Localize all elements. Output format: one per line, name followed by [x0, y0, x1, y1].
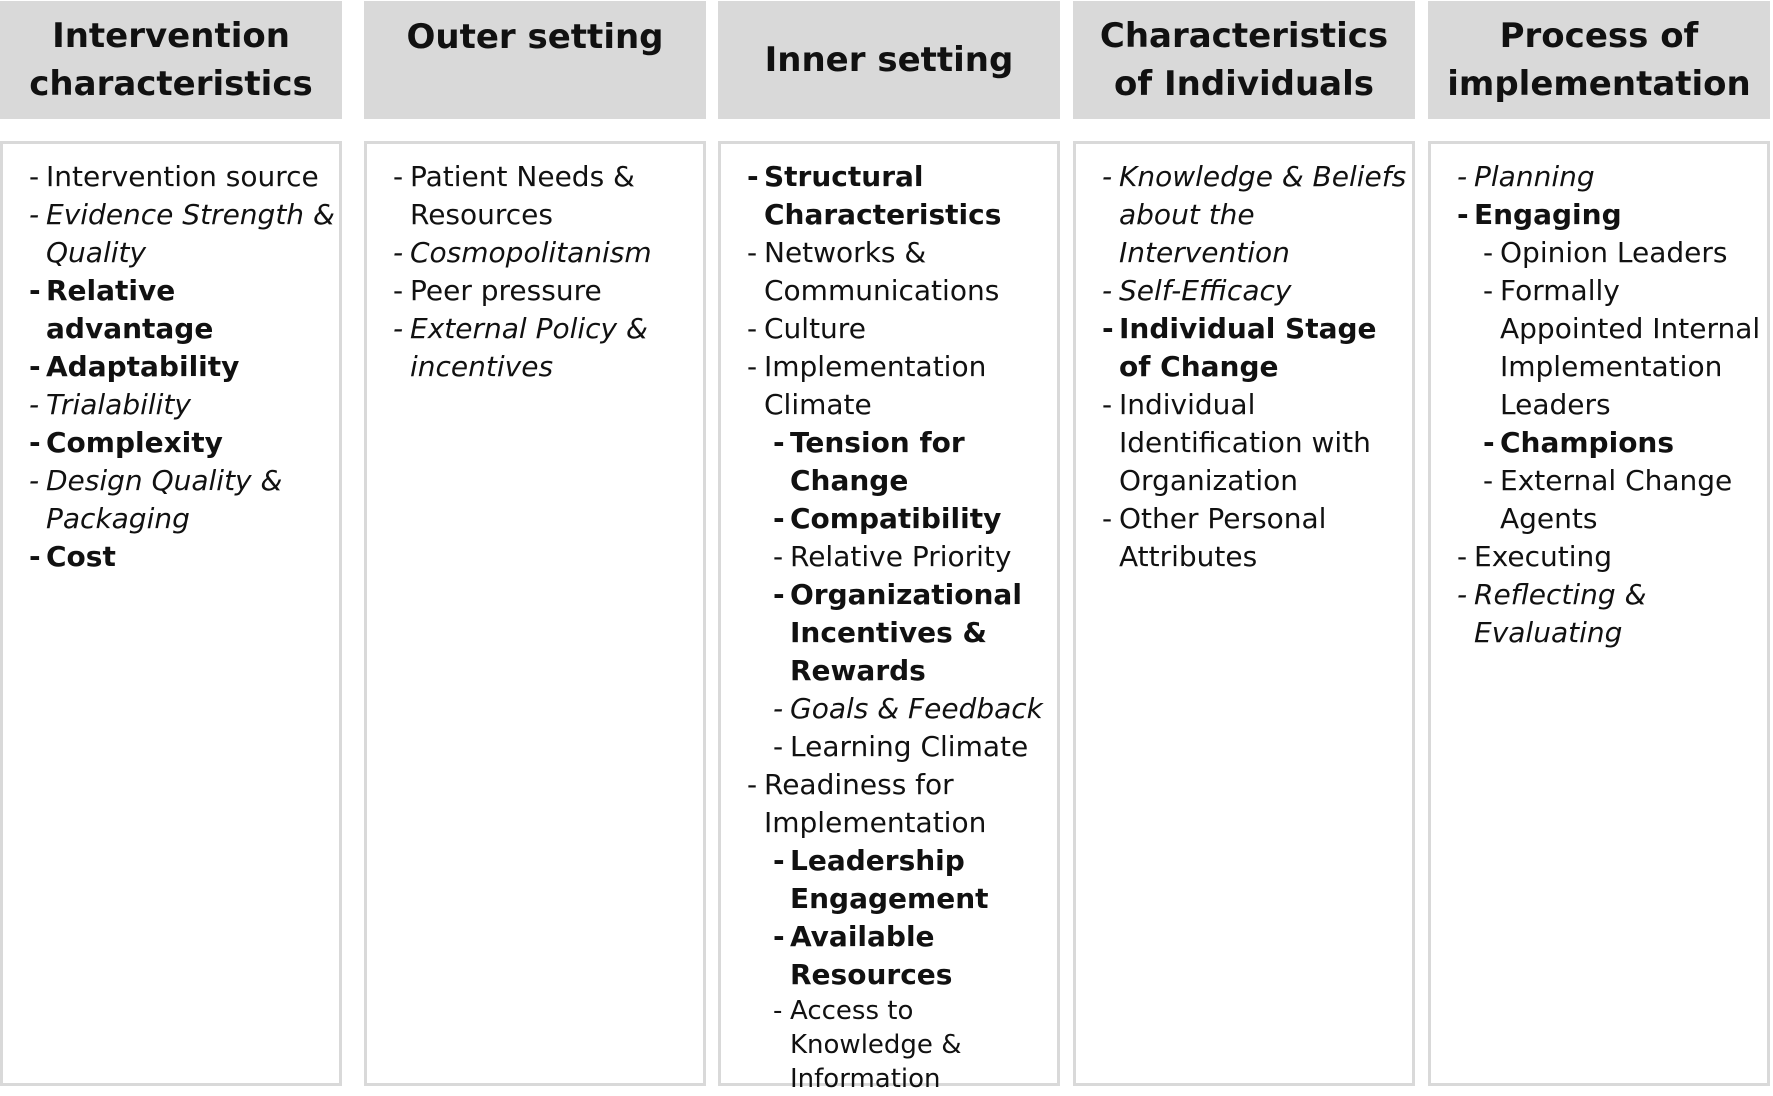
list-item: - Executing: [1457, 538, 1763, 576]
list-item: - Culture: [747, 310, 1053, 348]
sub-list-item: - Access to Knowledge & Information: [773, 994, 1053, 1096]
column-body: [0, 141, 342, 1086]
sub-list-item: - Leadership Engagement: [773, 842, 1053, 918]
sub-list-item: - Available Resources: [773, 918, 1053, 994]
column-body: [364, 141, 706, 1086]
list-item: - Intervention source: [29, 158, 335, 196]
list-item: - Relative advantage: [29, 272, 335, 348]
column-header: Intervention characteristics: [0, 1, 342, 119]
column-header: Characteristics of Individuals: [1073, 1, 1415, 119]
list-item: - Trialability: [29, 386, 335, 424]
item-list: [3, 144, 339, 576]
sub-list-item: - Champions: [1483, 424, 1763, 462]
item-list: [1076, 144, 1412, 576]
list-item: - Cost: [29, 538, 335, 576]
sub-list-item: - Opinion Leaders: [1483, 234, 1763, 272]
sub-list-item: - Formally Appointed Internal Implementation Leaders: [1483, 272, 1763, 424]
list-item: - Engaging: [1457, 196, 1763, 234]
list-item: - Patient Needs & Resources: [393, 158, 699, 234]
column-header: Outer setting: [364, 1, 706, 119]
item-list: [721, 144, 1057, 1096]
item-list: [367, 144, 703, 386]
list-item: - Other Personal Attributes: [1102, 500, 1408, 576]
column-body: [718, 141, 1060, 1094]
sub-list-item: - Learning Climate: [773, 728, 1053, 766]
list-item: - Peer pressure: [393, 272, 699, 310]
list-item: - Adaptability: [29, 348, 335, 386]
column-header: Process of implementation: [1428, 1, 1770, 119]
sub-list-item: - Relative Priority: [773, 538, 1053, 576]
list-item: - Knowledge & Beliefs about the Intervention: [1102, 158, 1408, 272]
list-item: - Individual Identification with Organization: [1102, 386, 1408, 500]
column-body: [1428, 141, 1770, 1086]
list-item: - Complexity: [29, 424, 335, 462]
list-item: - Implementation Climate: [747, 348, 1053, 424]
item-list: [1431, 144, 1767, 652]
list-item: - Planning: [1457, 158, 1763, 196]
list-item: - Readiness for Implementation: [747, 766, 1053, 842]
sub-list-item: - Compatibility: [773, 500, 1053, 538]
sub-list-item: - Goals & Feedback: [773, 690, 1053, 728]
list-item: - Self-Efficacy: [1102, 272, 1408, 310]
list-item: - Networks & Communications: [747, 234, 1053, 310]
list-item: - Evidence Strength & Quality: [29, 196, 335, 272]
list-item: - Structural Characteristics: [747, 158, 1053, 234]
list-item: - Cosmopolitanism: [393, 234, 699, 272]
list-item: - Design Quality & Packaging: [29, 462, 335, 538]
sub-list-item: - External Change Agents: [1483, 462, 1763, 538]
column-body: [1073, 141, 1415, 1086]
sub-list-item: - Organizational Incentives & Rewards: [773, 576, 1053, 690]
sub-list-item: - Tension for Change: [773, 424, 1053, 500]
column-header: Inner setting: [718, 1, 1060, 119]
list-item: - Individual Stage of Change: [1102, 310, 1408, 386]
list-item: - Reflecting & Evaluating: [1457, 576, 1763, 652]
list-item: - External Policy & incentives: [393, 310, 699, 386]
